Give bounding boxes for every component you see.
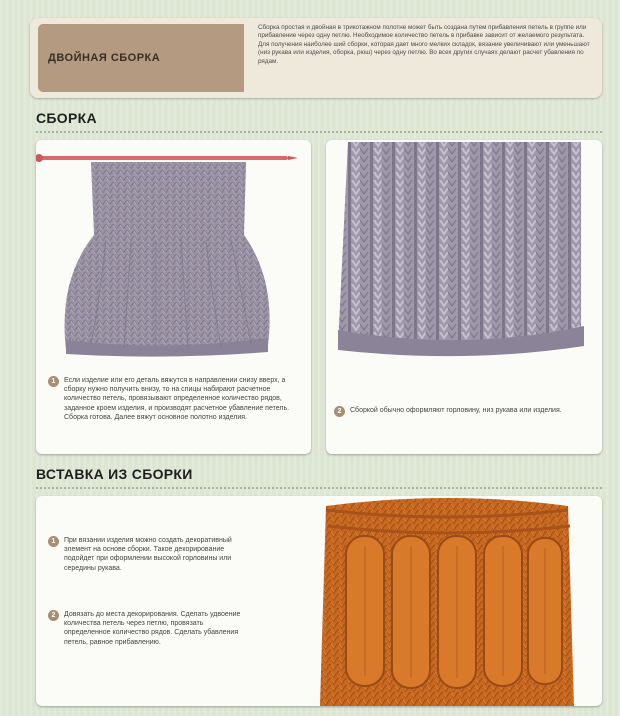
insert-step-1 — [51, 536, 244, 573]
intro-title-box — [38, 24, 244, 92]
gather-card-1 — [36, 140, 311, 454]
knitting-needle — [36, 156, 288, 160]
insert-step-2-text: Довязать до места декорирования. Сделать удвоение количества петель через петлю, провязать определенное количество рядов. Сделать убавления петель, равное прибавлению. — [64, 611, 241, 646]
section-title-insert: ВСТАВКА ИЗ СБОРКИ — [36, 466, 193, 482]
gather-step-1 — [51, 376, 300, 422]
section-divider — [36, 487, 602, 489]
step-number-badge: 1 — [48, 536, 59, 547]
insert-card — [36, 496, 602, 706]
neckline-ribbed-photo — [326, 140, 602, 360]
section-divider — [36, 131, 602, 133]
step-number-badge: 2 — [48, 610, 59, 621]
gather-step-1-text: Если изделие или его деталь вяжутся в направлении снизу вверх, а сборку нужно получить внизу, то на спицы набирают расчетное количество петель, провязывают определенное количество рядов, заданное кроем изделия, и производят расчетное убавление петель. Сборка готова. Далее вяжут основное полотно изделия. — [64, 377, 290, 421]
insert-step-1-text: При вязании изделия можно создать декоративный элемент на основе сборки. Такое декорирование подойдет при оформлении высокой горловины или середины рукава. — [64, 537, 232, 572]
intro-text: Сборка простая и двойная в трикотажном полотне может быть создана путем прибавления петель в группе или прибавление через одну петлю. Необходимое количество петель в прибавке зависит от желаемого результата. Для получения наиболее ший сборки, которая дает много мелких складок, вязание увеличивают или уменьшают (низ рукава или изделия, оборка, рюш) через одну петлю. Во всех других случаях делают расчет убавления по рядам. — [258, 24, 590, 65]
gather-step-2 — [337, 406, 586, 415]
gather-card-2 — [326, 140, 602, 454]
intro-title: ДВОЙНАЯ СБОРКА — [48, 52, 161, 64]
intro-panel — [30, 18, 602, 98]
section-title-gather: СБОРКА — [36, 110, 97, 126]
insert-step-2 — [51, 610, 244, 647]
gathered-knit-photo — [36, 140, 311, 360]
gather-step-2-text: Сборкой обычно оформляют горловину, низ рукава или изделия. — [350, 407, 562, 414]
step-number-badge: 1 — [48, 376, 59, 387]
decorative-insert-photo — [298, 496, 602, 706]
step-number-badge: 2 — [334, 406, 345, 417]
